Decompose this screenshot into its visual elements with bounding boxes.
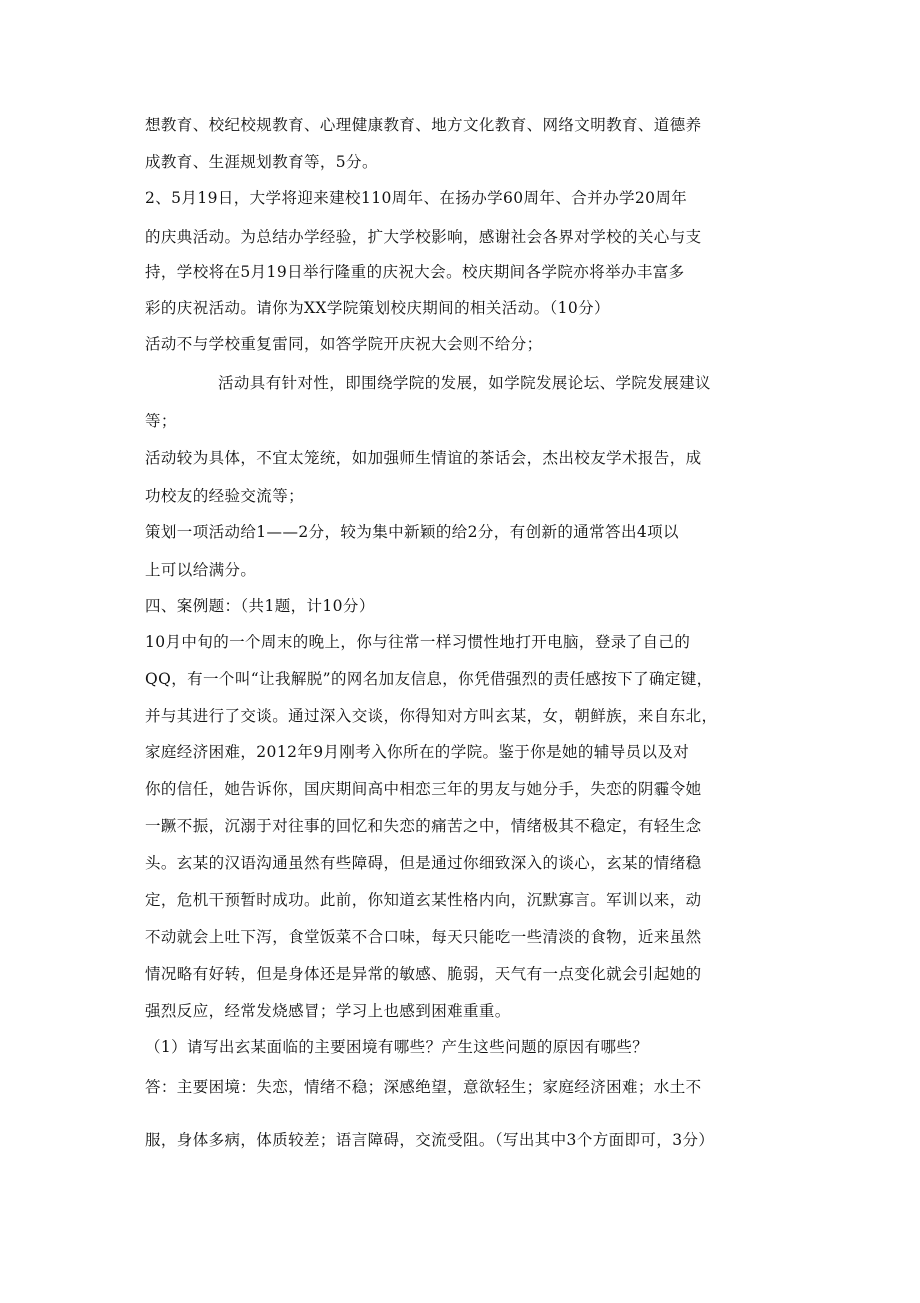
answer-line: 服，身体多病，体质较差；语言障碍，交流受阻。（写出其中3个方面即可，3分） [145,1131,715,1149]
text-line: 上可以给满分。 [145,561,257,579]
text-line: 活动较为具体，不宜太笼统，如加强师生情谊的茶话会，杰出校友学术报告，成 [145,449,702,467]
text-line: 2、5月19日，大学将迎来建校110周年、在扬办学60周年、合并办学20周年 [145,189,688,207]
text-line: 持，学校将在5月19日举行隆重的庆祝大会。校庆期间各学院亦将举办丰富多 [145,263,685,281]
text-line: 的庆典活动。为总结办学经验，扩大学校影响，感谢社会各界对学校的关心与支 [145,228,702,246]
answer-line: 答：主要困境：失恋，情绪不稳；深感绝望，意欲轻生；家庭经济困难；水土不 [145,1078,702,1096]
question-line: （1）请写出玄某面临的主要困境有哪些？产生这些问题的原因有哪些？ [145,1038,649,1056]
text-line: 策划一项活动给1——2分，较为集中新颖的给2分，有创新的通常答出4项以 [145,523,679,541]
text-line: 并与其进行了交谈。通过深入交谈，你得知对方叫玄某，女，朝鲜族，来自东北， [145,707,718,725]
text-line: 等； [145,412,177,430]
text-line: 头。玄某的汉语沟通虽然有些障碍，但是通过你细致深入的谈心，玄某的情绪稳 [145,854,702,872]
text-line: 10月中旬的一个周末的晚上，你与往常一样习惯性地打开电脑，登录了自己的 [145,633,691,651]
text-line: 彩的庆祝活动。请你为XX学院策划校庆期间的相关活动。（10分） [145,299,610,317]
text-line: 不动就会上吐下泻，食堂饭菜不合口味，每天只能吃一些清淡的食物，近来虽然 [145,928,702,946]
text-line: 定，危机干预暂时成功。此前，你知道玄某性格内向，沉默寡言。军训以来，动 [145,891,702,909]
text-line: 想教育、校纪校规教育、心理健康教育、地方文化教育、网络文明教育、道德养 [145,116,702,134]
text-line: 一蹶不振，沉溺于对往事的回忆和失恋的痛苦之中，情绪极其不稳定，有轻生念 [145,817,702,835]
text-line: 情况略有好转，但是身体还是异常的敏感、脆弱，天气有一点变化就会引起她的 [145,965,702,983]
text-line: 功校友的经验交流等； [145,487,305,505]
text-line: 活动具有针对性，即围绕学院的发展，如学院发展论坛、学院发展建议 [218,374,711,392]
text-line: 强烈反应，经常发烧感冒；学习上也感到困难重重。 [145,1002,511,1020]
text-line: 成教育、生涯规划教育等，5分。 [145,153,378,171]
section-heading: 四、案例题：（共1题，计10分） [145,597,375,615]
text-line: 活动不与学校重复雷同，如答学院开庆祝大会则不给分； [145,335,543,353]
text-line: 你的信任，她告诉你，国庆期间高中相恋三年的男友与她分手，失恋的阴霾令她 [145,780,702,798]
text-line: 家庭经济困难，2012年9月刚考入你所在的学院。鉴于你是她的辅导员以及对 [145,743,690,761]
text-line: QQ，有一个叫“让我解脱”的网名加友信息，你凭借强烈的责任感按下了确定键， [145,670,713,688]
